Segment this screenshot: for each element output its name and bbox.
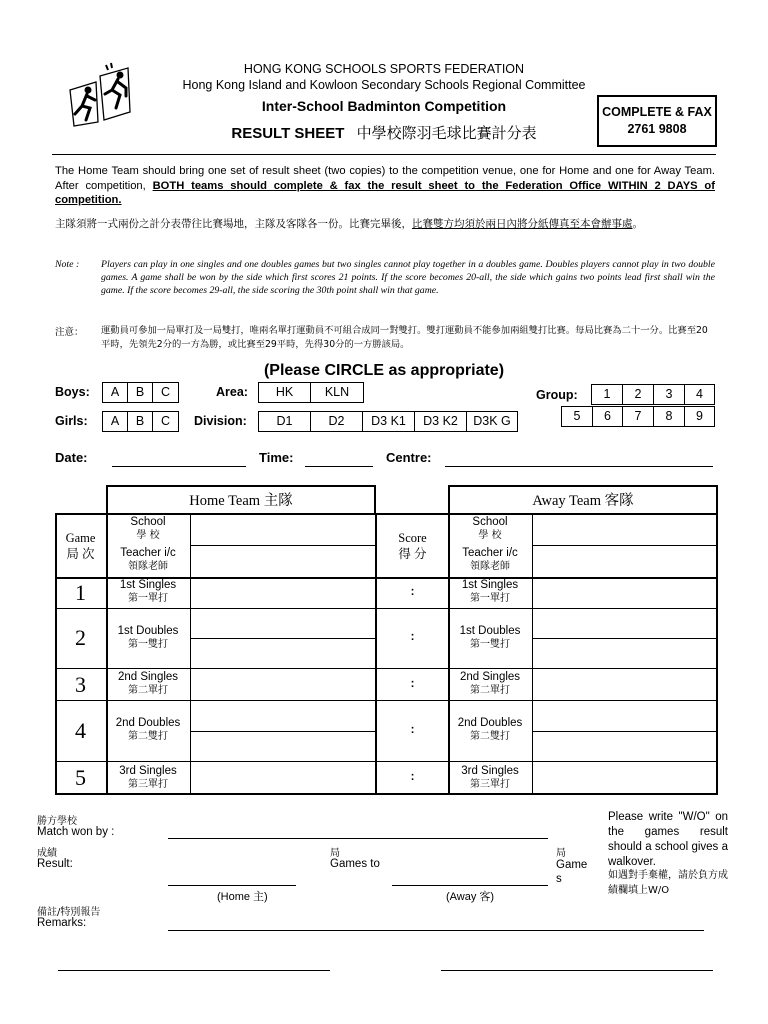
game-type-home: [106, 671, 190, 697]
area-option[interactable]: HK: [259, 383, 311, 402]
ju-label-2: 局: [556, 848, 566, 859]
game-type-zh: 第一單打: [128, 593, 168, 604]
home-team-title: Home Team 主隊: [189, 493, 293, 509]
score-colon[interactable]: :: [410, 678, 415, 690]
instructions-zh: [55, 216, 715, 232]
school-label-en: School: [130, 516, 166, 528]
score-colon[interactable]: :: [410, 586, 415, 598]
game-type-zh: 第三單打: [470, 779, 510, 790]
game-type-en: 2nd Doubles: [115, 717, 181, 729]
boys-label: Boys:: [55, 385, 90, 399]
instructions-zh-text: 主隊須將一式兩份之計分表帶往比賽場地，主隊及客隊各一份。比賽完畢後，: [55, 218, 412, 230]
competition-name: Inter-School Badminton Competition: [261, 98, 507, 114]
home-note: (Home 主): [217, 891, 268, 903]
game-header: [55, 530, 106, 562]
zh-note-label: 注意：: [55, 327, 84, 338]
away-school-input[interactable]: [533, 514, 717, 545]
match-won-field[interactable]: [168, 838, 548, 839]
teacher-label-en: Teacher i/c: [120, 547, 176, 559]
result-label-en: Result:: [37, 858, 73, 870]
game-header-zh: 局 次: [66, 547, 95, 561]
home-school-label: [106, 516, 190, 542]
time-label: Time:: [259, 450, 294, 465]
game-type-en: 2nd Singles: [117, 671, 179, 683]
game-type-en: 2nd Singles: [459, 671, 521, 683]
group-option[interactable]: 9: [696, 409, 703, 423]
home-school-input[interactable]: [191, 514, 375, 545]
ju-label-1: 局: [330, 848, 340, 859]
game-type-en: 1st Singles: [119, 579, 177, 591]
walkover-note-zh: 如遇對手棄權，請於負方成績欄填上W/O: [608, 870, 728, 896]
game-type-zh: 第一雙打: [128, 639, 168, 650]
game-number: 4: [75, 718, 86, 743]
home-teacher-input[interactable]: [191, 546, 375, 577]
home-games-field[interactable]: [168, 885, 296, 886]
games-to-label: Games to: [330, 858, 380, 870]
girls-option[interactable]: A: [103, 412, 128, 431]
org-name: HONG KONG SCHOOLS SPORTS FEDERATION: [243, 62, 525, 76]
boys-option[interactable]: A: [103, 383, 128, 402]
time-field[interactable]: [305, 466, 373, 467]
game-type-home: [106, 625, 190, 651]
centre-field[interactable]: [445, 466, 713, 467]
game-type-away: [448, 625, 532, 651]
score-colon[interactable]: :: [410, 631, 415, 643]
game-type-home: [106, 579, 190, 605]
school-label-zh: 學 校: [478, 530, 502, 541]
title-zh: 中學校際羽毛球比賽計分表: [356, 126, 537, 142]
game-number: 1: [75, 580, 86, 605]
boys-options[interactable]: [102, 382, 179, 403]
game-type-en: 1st Singles: [461, 579, 519, 591]
game-header-en: Game: [65, 531, 96, 545]
game-type-away: [448, 579, 532, 605]
score-header: [377, 530, 448, 562]
score-colon[interactable]: :: [410, 724, 415, 736]
instructions-en-bold: BOTH teams should complete & fax the result sheet to the Federation Office WITHIN 2 DAYS of competition.: [55, 179, 715, 206]
game-type-away: [448, 717, 532, 743]
away-games-field[interactable]: [392, 885, 548, 886]
game-type-en: 3rd Singles: [119, 765, 177, 777]
game-type-en: 3rd Singles: [461, 765, 519, 777]
game-type-away: [448, 671, 532, 697]
game-type-zh: 第三單打: [128, 779, 168, 790]
remarks-field[interactable]: [168, 930, 704, 931]
division-option[interactable]: D3 K1: [363, 412, 415, 431]
group-label: Group:: [536, 388, 578, 402]
area-option[interactable]: KLN: [324, 385, 350, 399]
title-en: RESULT SHEET: [231, 125, 345, 142]
game-type-en: 1st Doubles: [117, 625, 179, 637]
date-field[interactable]: [112, 466, 246, 467]
group-option[interactable]: 7: [623, 407, 654, 426]
group-option[interactable]: 3: [654, 385, 685, 404]
girls-option[interactable]: C: [160, 414, 171, 428]
group-option[interactable]: 5: [562, 407, 593, 426]
game-type-away: [448, 765, 532, 791]
fax-label: COMPLETE & FAX: [602, 105, 712, 119]
game-type-en: 1st Doubles: [459, 625, 521, 637]
game-type-home: [106, 717, 190, 743]
group-option[interactable]: 8: [654, 407, 685, 426]
result-label-zh: 成績: [37, 848, 57, 859]
fax-number: 2761 9808: [627, 122, 687, 136]
school-label-zh: 學 校: [136, 530, 160, 541]
away-teacher-label: [448, 547, 532, 573]
circle-heading: (Please CIRCLE as appropriate): [263, 362, 505, 379]
away-teacher-input[interactable]: [533, 546, 717, 577]
game-type-zh: 第二雙打: [470, 731, 510, 742]
score-header-en: Score: [398, 531, 427, 545]
signature-line-away[interactable]: [441, 970, 713, 971]
instructions-en: [55, 164, 715, 208]
instructions-zh-underline: 比賽雙方均須於兩日內將分紙傳真至本會辦事處: [412, 218, 633, 230]
score-colon[interactable]: :: [410, 771, 415, 783]
group-option[interactable]: 1: [592, 385, 623, 404]
game-type-zh: 第二單打: [128, 685, 168, 696]
girls-option[interactable]: B: [128, 412, 153, 431]
division-option[interactable]: D1: [259, 412, 311, 431]
division-option[interactable]: D3 K2: [415, 412, 467, 431]
game-number: 5: [75, 765, 86, 790]
away-team-title: Away Team 客隊: [532, 493, 634, 509]
game-type-zh: 第二雙打: [128, 731, 168, 742]
date-label: Date:: [55, 450, 88, 465]
home-teacher-label: [106, 547, 190, 573]
match-won-label-en: Match won by :: [37, 826, 115, 838]
division-label: Division:: [194, 414, 247, 428]
group-option[interactable]: 2: [623, 385, 654, 404]
group-options-row2[interactable]: [561, 406, 715, 427]
games-label: Game s: [556, 859, 588, 885]
walkover-note-en: Please write "W/O" on the games result should a school gives a walkover.: [608, 811, 728, 868]
match-won-label-zh: 勝方學校: [37, 816, 77, 827]
signature-line-home[interactable]: [58, 970, 330, 971]
game-number: 2: [75, 625, 86, 650]
game-type-en: 2nd Doubles: [457, 717, 523, 729]
girls-label: Girls:: [55, 414, 88, 428]
home-team-header: [106, 485, 376, 515]
boys-option[interactable]: B: [128, 383, 153, 402]
note-label: Note :: [55, 259, 80, 270]
away-school-label: [448, 516, 532, 542]
division-options[interactable]: [258, 411, 518, 432]
game-number: 3: [75, 672, 86, 697]
group-options-row1[interactable]: [591, 384, 715, 405]
fax-box: [597, 95, 717, 147]
note-text: Players can play in one singles and one doubles games but two singles cannot play together in a doubles game. Doubles players cannot play in two double games. A game shall be won by the side which first scores 21 points. If the score becomes 20-all, the side which gains two points lead first shall win the game. If the score becomes 29-all, the side scoring the 30th point shall win that game.: [101, 259, 715, 296]
teacher-label-zh: 領隊老師: [128, 561, 168, 572]
score-header-zh: 得 分: [398, 547, 427, 561]
game-type-zh: 第一雙打: [470, 639, 510, 650]
zh-note-text: 運動員可參加一局單打及一局雙打，唯兩名單打運動員不可組合成同一對雙打。雙打運動員不能參加兩組雙打比賽。每局比賽為二十一分。比賽至20平時，先領先2分的一方為勝，或比賽至29平時，先得30分的一方勝該局。: [101, 325, 708, 350]
teacher-label-en: Teacher i/c: [462, 547, 518, 559]
game-type-home: [106, 765, 190, 791]
game-type-zh: 第二單打: [470, 685, 510, 696]
remarks-label-zh: 備註/特別報告: [37, 907, 101, 918]
instructions-en-text: The Home Team should bring one set of result sheet (two copies) to the competition venue, one for Home and one for Away Team. After competition,: [55, 165, 715, 192]
header-divider: [52, 154, 716, 155]
area-label: Area:: [216, 385, 248, 399]
group-option[interactable]: 4: [696, 387, 703, 401]
away-note: (Away 客): [446, 891, 495, 903]
teacher-label-zh: 領隊老師: [470, 561, 510, 572]
area-options[interactable]: [258, 382, 364, 403]
division-option[interactable]: D2: [311, 412, 363, 431]
game-type-zh: 第一單打: [470, 593, 510, 604]
committee-name: Hong Kong Island and Kowloon Secondary Schools Regional Committee: [182, 78, 586, 92]
remarks-label-en: Remarks:: [37, 917, 87, 929]
centre-label: Centre:: [386, 450, 432, 465]
girls-options[interactable]: [102, 411, 179, 432]
away-team-header: [448, 485, 718, 515]
instructions-zh-end: 。: [632, 218, 643, 230]
division-option[interactable]: D3K G: [473, 414, 511, 428]
boys-option[interactable]: C: [160, 385, 171, 399]
group-option[interactable]: 6: [593, 407, 623, 426]
school-label-en: School: [472, 516, 508, 528]
